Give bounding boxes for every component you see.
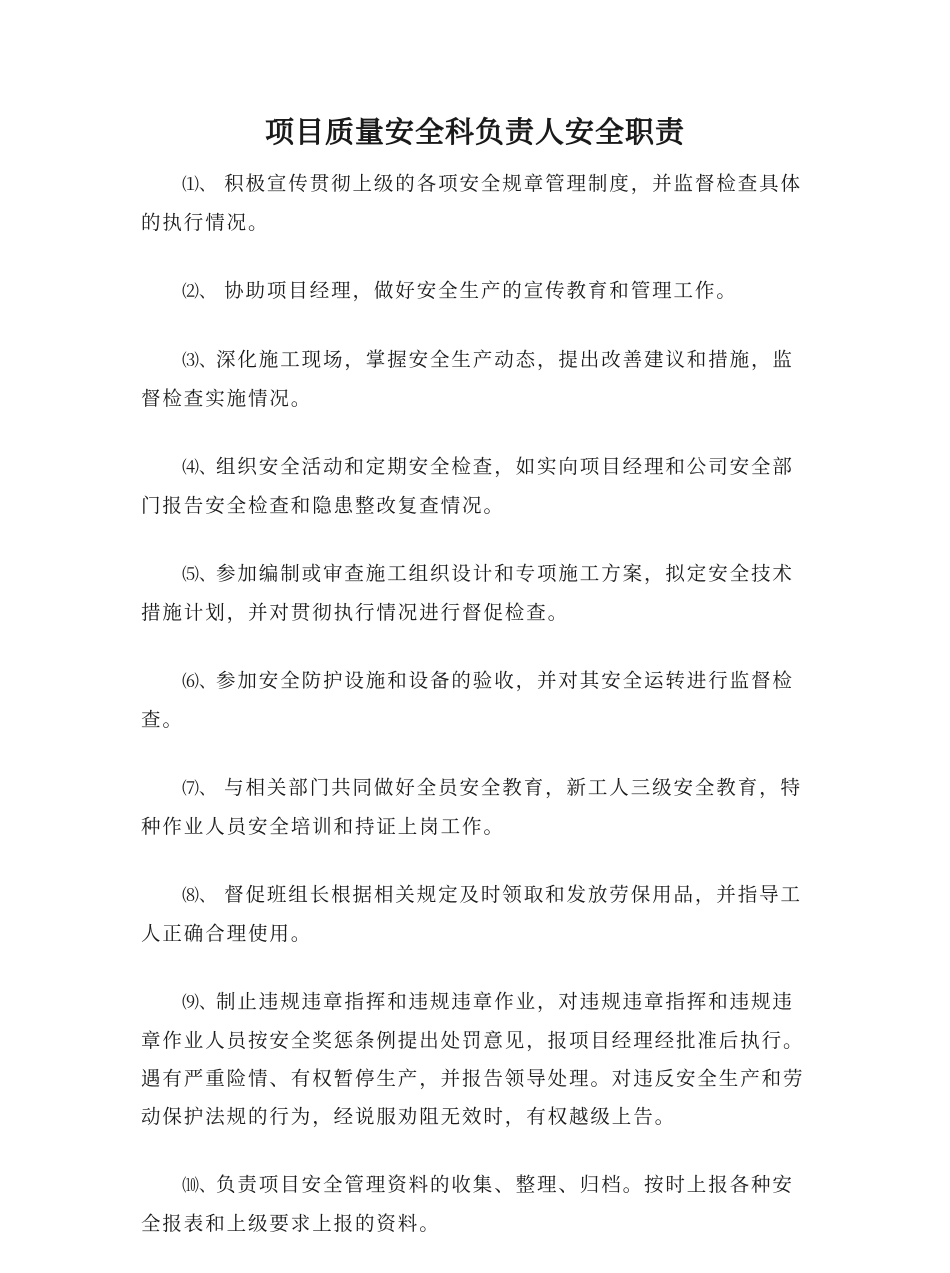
clause-number: ⑴、: [182, 175, 216, 195]
clause-1: [141, 165, 809, 242]
clause-text: 参加安全防护设施和设备的验收，并对其安全运转进行监督检查。: [141, 669, 794, 731]
clause-9: [141, 983, 809, 1136]
clause-number: ⑻、: [182, 886, 216, 906]
clause-text: 组织安全活动和定期安全检查，如实向项目经理和公司安全部门报告安全检查和隐患整改复查情况。: [141, 455, 794, 517]
document-title: 项目质量安全科负责人安全职责: [264, 115, 685, 149]
clause-list: [141, 165, 809, 1273]
clause-text: 积极宣传贯彻上级的各项安全规章管理制度，并监督检查具体的执行情况。: [141, 172, 802, 234]
clause-text: 负责项目安全管理资料的收集、整理、归档。按时上报各种安全报表和上级要求上报的资料。: [141, 1173, 794, 1235]
clause-text: 协助项目经理，做好安全生产的宣传教育和管理工作。: [216, 279, 738, 302]
clause-text: 参加编制或审查施工组织设计和专项施工方案，拟定安全技术措施计划，并对贯彻执行情况进行督促检查。: [141, 562, 794, 624]
clause-5: [141, 555, 809, 632]
clause-number: ⑺、: [182, 779, 216, 799]
clause-number: ⑼、: [182, 993, 216, 1013]
clause-number: ⑶、: [182, 351, 216, 371]
clause-text: 深化施工现场，掌握安全生产动态，提出改善建议和措施，监督检查实施情况。: [141, 348, 794, 410]
clause-4: [141, 448, 809, 525]
clause-6: [141, 662, 809, 739]
clause-number: ⑹、: [182, 672, 216, 692]
clause-number: ⑷、: [182, 458, 216, 478]
clause-number: ⑽、: [182, 1176, 216, 1196]
clause-text: 督促班组长根据相关规定及时领取和发放劳保用品，并指导工人正确合理使用。: [141, 883, 802, 945]
clause-2: [141, 272, 809, 311]
clause-8: [141, 876, 809, 953]
clause-number: ⑵、: [182, 282, 216, 302]
clause-text: 与相关部门共同做好全员安全教育，新工人三级安全教育，特种作业人员安全培训和持证上岗工作。: [141, 776, 802, 838]
clause-text: 制止违规违章指挥和违规违章作业，对违规违章指挥和违规违章作业人员按安全奖惩条例提出处罚意见，报项目经理经批准后执行。遇有严重险情、有权暂停生产，并报告领导处理。对违反安全生产和劳动保护法规的行为，经说服劝阻无效时，有权越级上告。: [141, 990, 805, 1128]
clause-7: [141, 769, 809, 846]
clause-number: ⑸、: [182, 565, 216, 585]
clause-10: [141, 1166, 809, 1243]
clause-3: [141, 341, 809, 418]
